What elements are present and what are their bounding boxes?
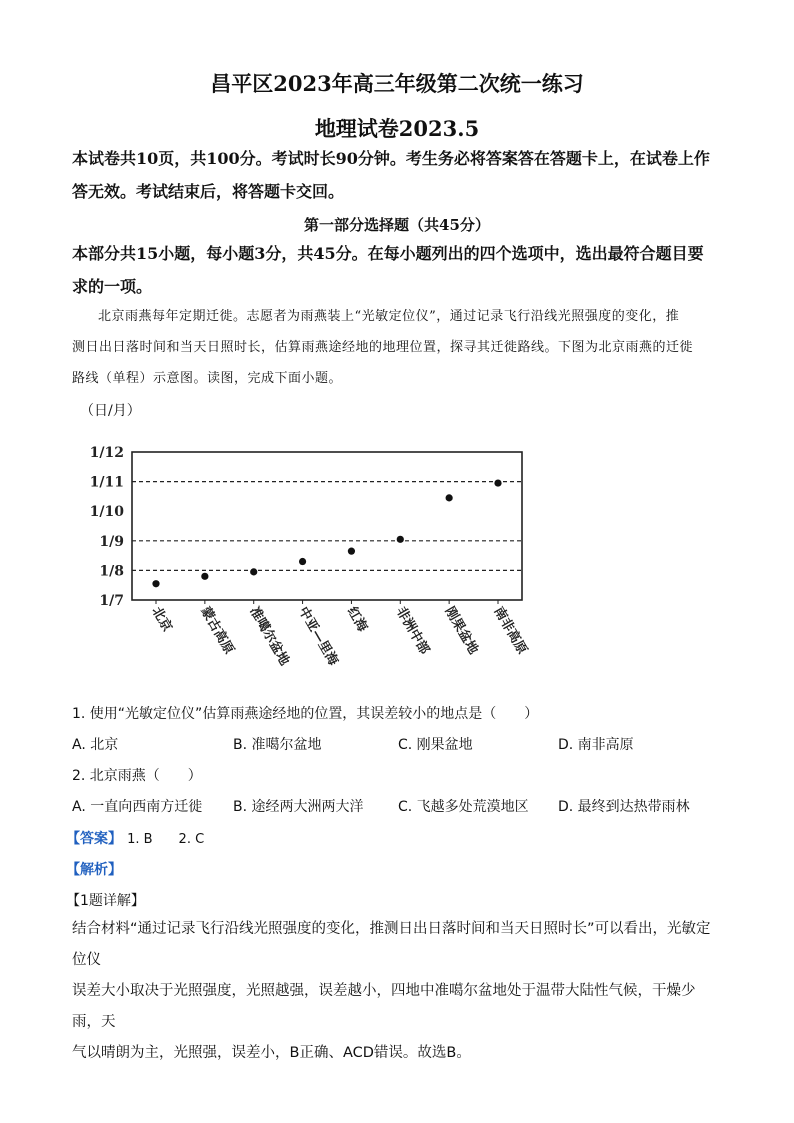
x-category-label: 中亚—里海 [295,604,341,669]
analysis-body [72,914,722,1069]
x-category-label: 北京 [148,604,175,635]
q1-stem: 1. 使用“光敏定位仪”估算雨燕途经地的位置，其误差较小的地点是（ ） [72,706,539,722]
q1-option-b: B. 准噶尔盆地 [233,737,322,753]
x-category-label: 南非高原 [490,604,530,658]
q1-option-d: D. 南非高原 [558,737,634,753]
x-category-label: 红海 [343,604,370,635]
q1-option-c: C. 刚果盆地 [398,737,473,753]
data-point [446,494,453,501]
q2-stem: 2. 北京雨燕（ ） [72,768,202,784]
part-desc-line-2: 求的一项。 [72,277,153,296]
y-tick-label: 1/11 [89,474,124,491]
q1-option-a: A. 北京 [72,737,119,753]
data-point [299,558,306,565]
material-line-2: 测日出日落时间和当天日照时长，估算雨燕途经地的地理位置，探寻其迁徙路线。下图为北京雨燕的迁徙 [72,340,694,355]
material-line-1: 北京雨燕每年定期迁徙。志愿者为雨燕装上“光敏定位仪”，通过记录飞行沿线光照强度的变化，推 [98,309,680,324]
part-description [72,237,722,303]
material-text [72,301,722,394]
page-subtitle: 地理试卷2023.5 [314,116,480,141]
q2-option-d: D. 最终到达热带雨林 [558,799,690,815]
y-tick-label: 1/8 [99,563,124,580]
y-tick-label: 1/9 [99,533,124,550]
analysis-subheading: 【1题详解】 [66,893,145,909]
answer-text: 1. B 2. C [127,832,205,847]
analysis-line-1: 结合材料“通过记录飞行沿线光照强度的变化，推测日出日落时间和当天日照时长”可以看出，光敏定位仪 [72,921,711,968]
x-category-label: 刚果盆地 [441,604,481,658]
migration-chart [80,430,560,700]
data-point [201,573,208,580]
x-category-label: 非洲中部 [392,604,432,658]
material-line-3: 路线（单程）示意图。读图，完成下面小题。 [72,371,343,386]
y-tick-label: 1/12 [89,445,124,461]
q2-option-b: B. 途经两大洲两大洋 [233,799,364,815]
analysis-line-3: 气以晴朗为主，光照强，误差小，B正确、ACD错误。故选B。 [72,1045,471,1061]
answer-row [66,828,204,848]
part-desc-line-1: 本部分共15小题，每小题3分，共45分。在每小题列出的四个选项中，选出最符合题目要 [72,244,704,263]
chart-frame [132,452,522,600]
x-category-label: 准噶尔盆地 [246,604,292,669]
part-title: 第一部分选择题（共45分） [304,216,490,234]
page-title: 昌平区2023年高三年级第二次统一练习 [210,71,584,96]
instructions-line-2: 答无效。考试结束后，将答题卡交回。 [72,182,345,201]
data-point [494,479,501,486]
y-tick-label: 1/7 [99,593,124,609]
x-category-label: 蒙古高原 [197,604,237,658]
chart-y-unit-label: （日/月） [80,403,141,419]
y-tick-label: 1/10 [89,504,124,521]
data-point [348,548,355,555]
q2-option-a: A. 一直向西南方迁徙 [72,799,203,815]
analysis-line-2: 误差大小取决于光照强度，光照越强，误差越小，四地中准噶尔盆地处于温带大陆性气候，干燥少雨，天 [72,983,696,1030]
data-point [250,568,257,575]
q2-option-c: C. 飞越多处荒漠地区 [398,799,529,815]
answer-tag: 【答案】 [66,831,122,847]
data-point [397,536,404,543]
instructions-line-1: 本试卷共10页，共100分。考试时长90分钟。考生务必将答案答在答题卡上，在试卷上作 [72,149,710,168]
exam-instructions [72,142,722,208]
analysis-tag: 【解析】 [66,862,122,878]
data-point [152,580,159,587]
